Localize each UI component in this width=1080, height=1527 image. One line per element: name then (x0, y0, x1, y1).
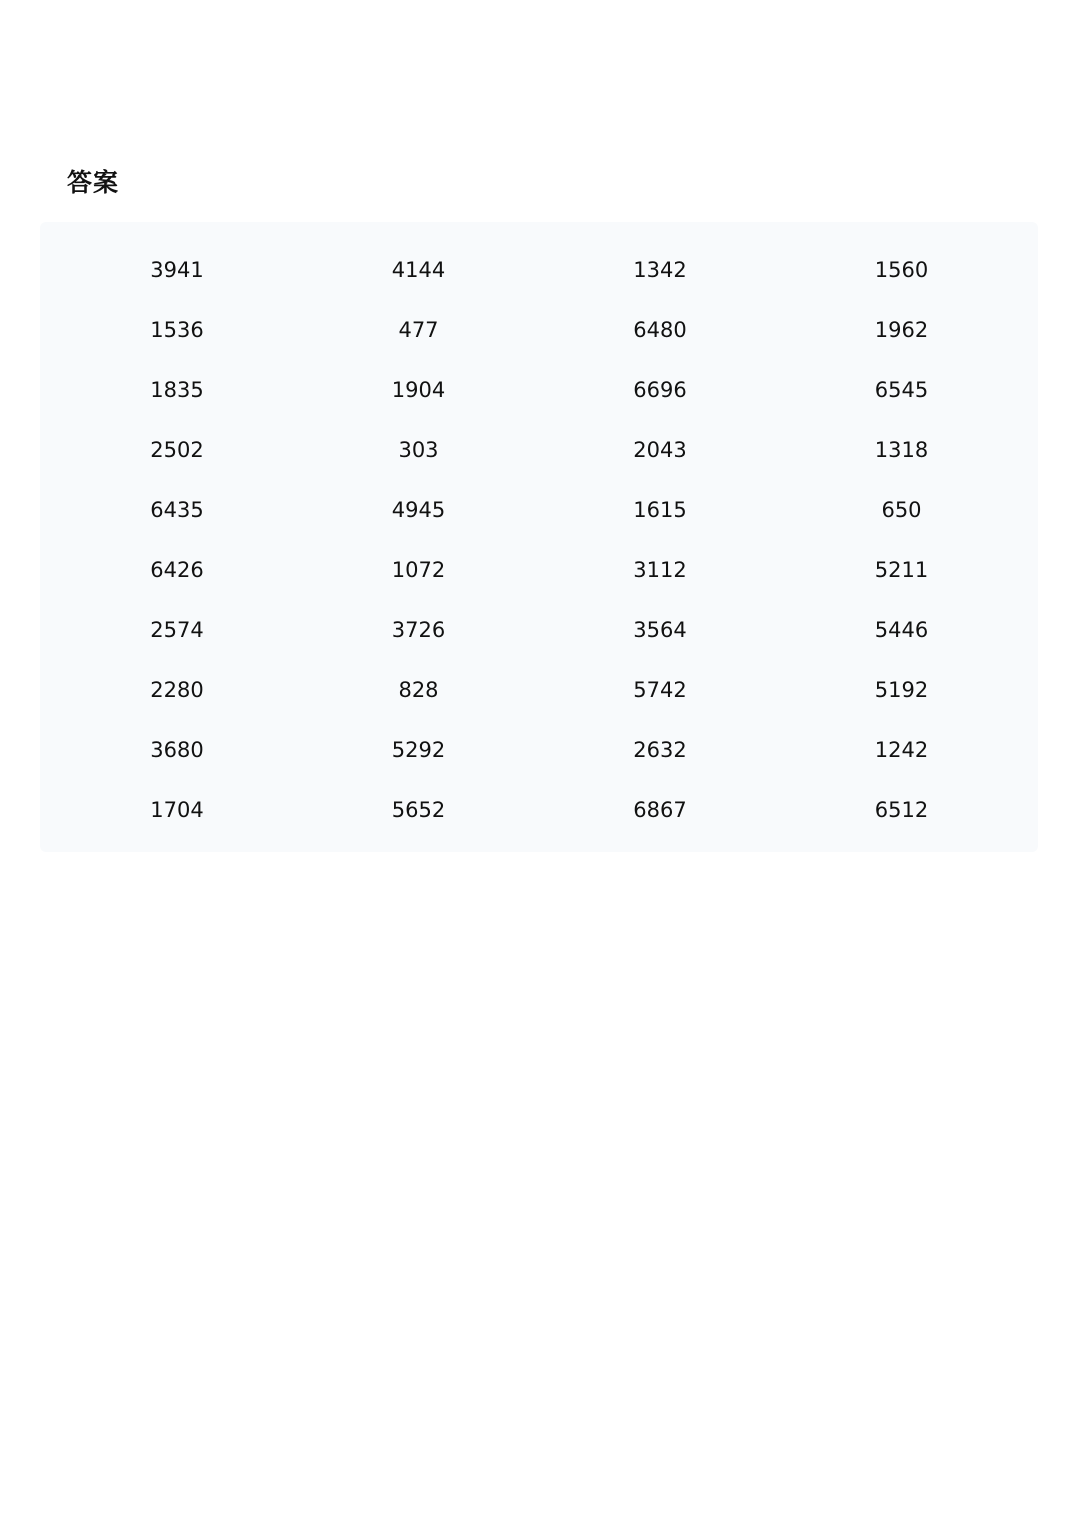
answer-r4-c4: 1318 (874, 438, 929, 462)
answer-panel (40, 222, 1038, 852)
answer-r8-c4: 5192 (874, 678, 929, 702)
answer-r4-c1: 2502 (150, 438, 204, 462)
answer-r2-c1: 1536 (150, 318, 204, 342)
answer-r5-c4: 650 (881, 498, 922, 522)
answer-r3-c4: 6545 (874, 378, 929, 402)
answer-r9-c1: 3680 (150, 738, 204, 762)
answer-r10-c4: 6512 (874, 798, 929, 822)
answer-r1-c3: 1342 (633, 258, 687, 282)
answer-r7-c2: 3726 (391, 618, 446, 642)
answer-r8-c2: 828 (398, 678, 439, 702)
answer-r10-c2: 5652 (391, 798, 446, 822)
answer-r2-c3: 6480 (633, 318, 687, 342)
answer-r8-c3: 5742 (633, 678, 687, 702)
answer-r2-c2: 477 (398, 318, 439, 342)
answer-r4-c3: 2043 (633, 438, 687, 462)
answer-r3-c2: 1904 (391, 378, 446, 402)
answer-r3-c1: 1835 (150, 378, 204, 402)
answer-r10-c1: 1704 (150, 798, 204, 822)
answer-r9-c2: 5292 (391, 738, 446, 762)
answer-r1-c4: 1560 (874, 258, 929, 282)
answer-r9-c4: 1242 (874, 738, 929, 762)
answer-r4-c2: 303 (398, 438, 439, 462)
answer-r6-c4: 5211 (874, 558, 929, 582)
answer-r7-c1: 2574 (150, 618, 204, 642)
answer-r1-c1: 3941 (150, 258, 204, 282)
answer-r8-c1: 2280 (150, 678, 204, 702)
answer-r6-c2: 1072 (391, 558, 446, 582)
answer-grid (96, 240, 1062, 840)
answer-r6-c3: 3112 (633, 558, 687, 582)
answer-r7-c4: 5446 (874, 618, 929, 642)
answer-r5-c3: 1615 (633, 498, 687, 522)
answer-r6-c1: 6426 (150, 558, 204, 582)
answer-r5-c1: 6435 (150, 498, 204, 522)
answer-r9-c3: 2632 (633, 738, 687, 762)
answer-r2-c4: 1962 (874, 318, 929, 342)
answer-r5-c2: 4945 (391, 498, 446, 522)
answer-r10-c3: 6867 (633, 798, 687, 822)
answer-r1-c2: 4144 (391, 258, 446, 282)
answer-r3-c3: 6696 (633, 378, 687, 402)
answer-r7-c3: 3564 (633, 618, 687, 642)
page-title: 答案 (67, 168, 120, 197)
